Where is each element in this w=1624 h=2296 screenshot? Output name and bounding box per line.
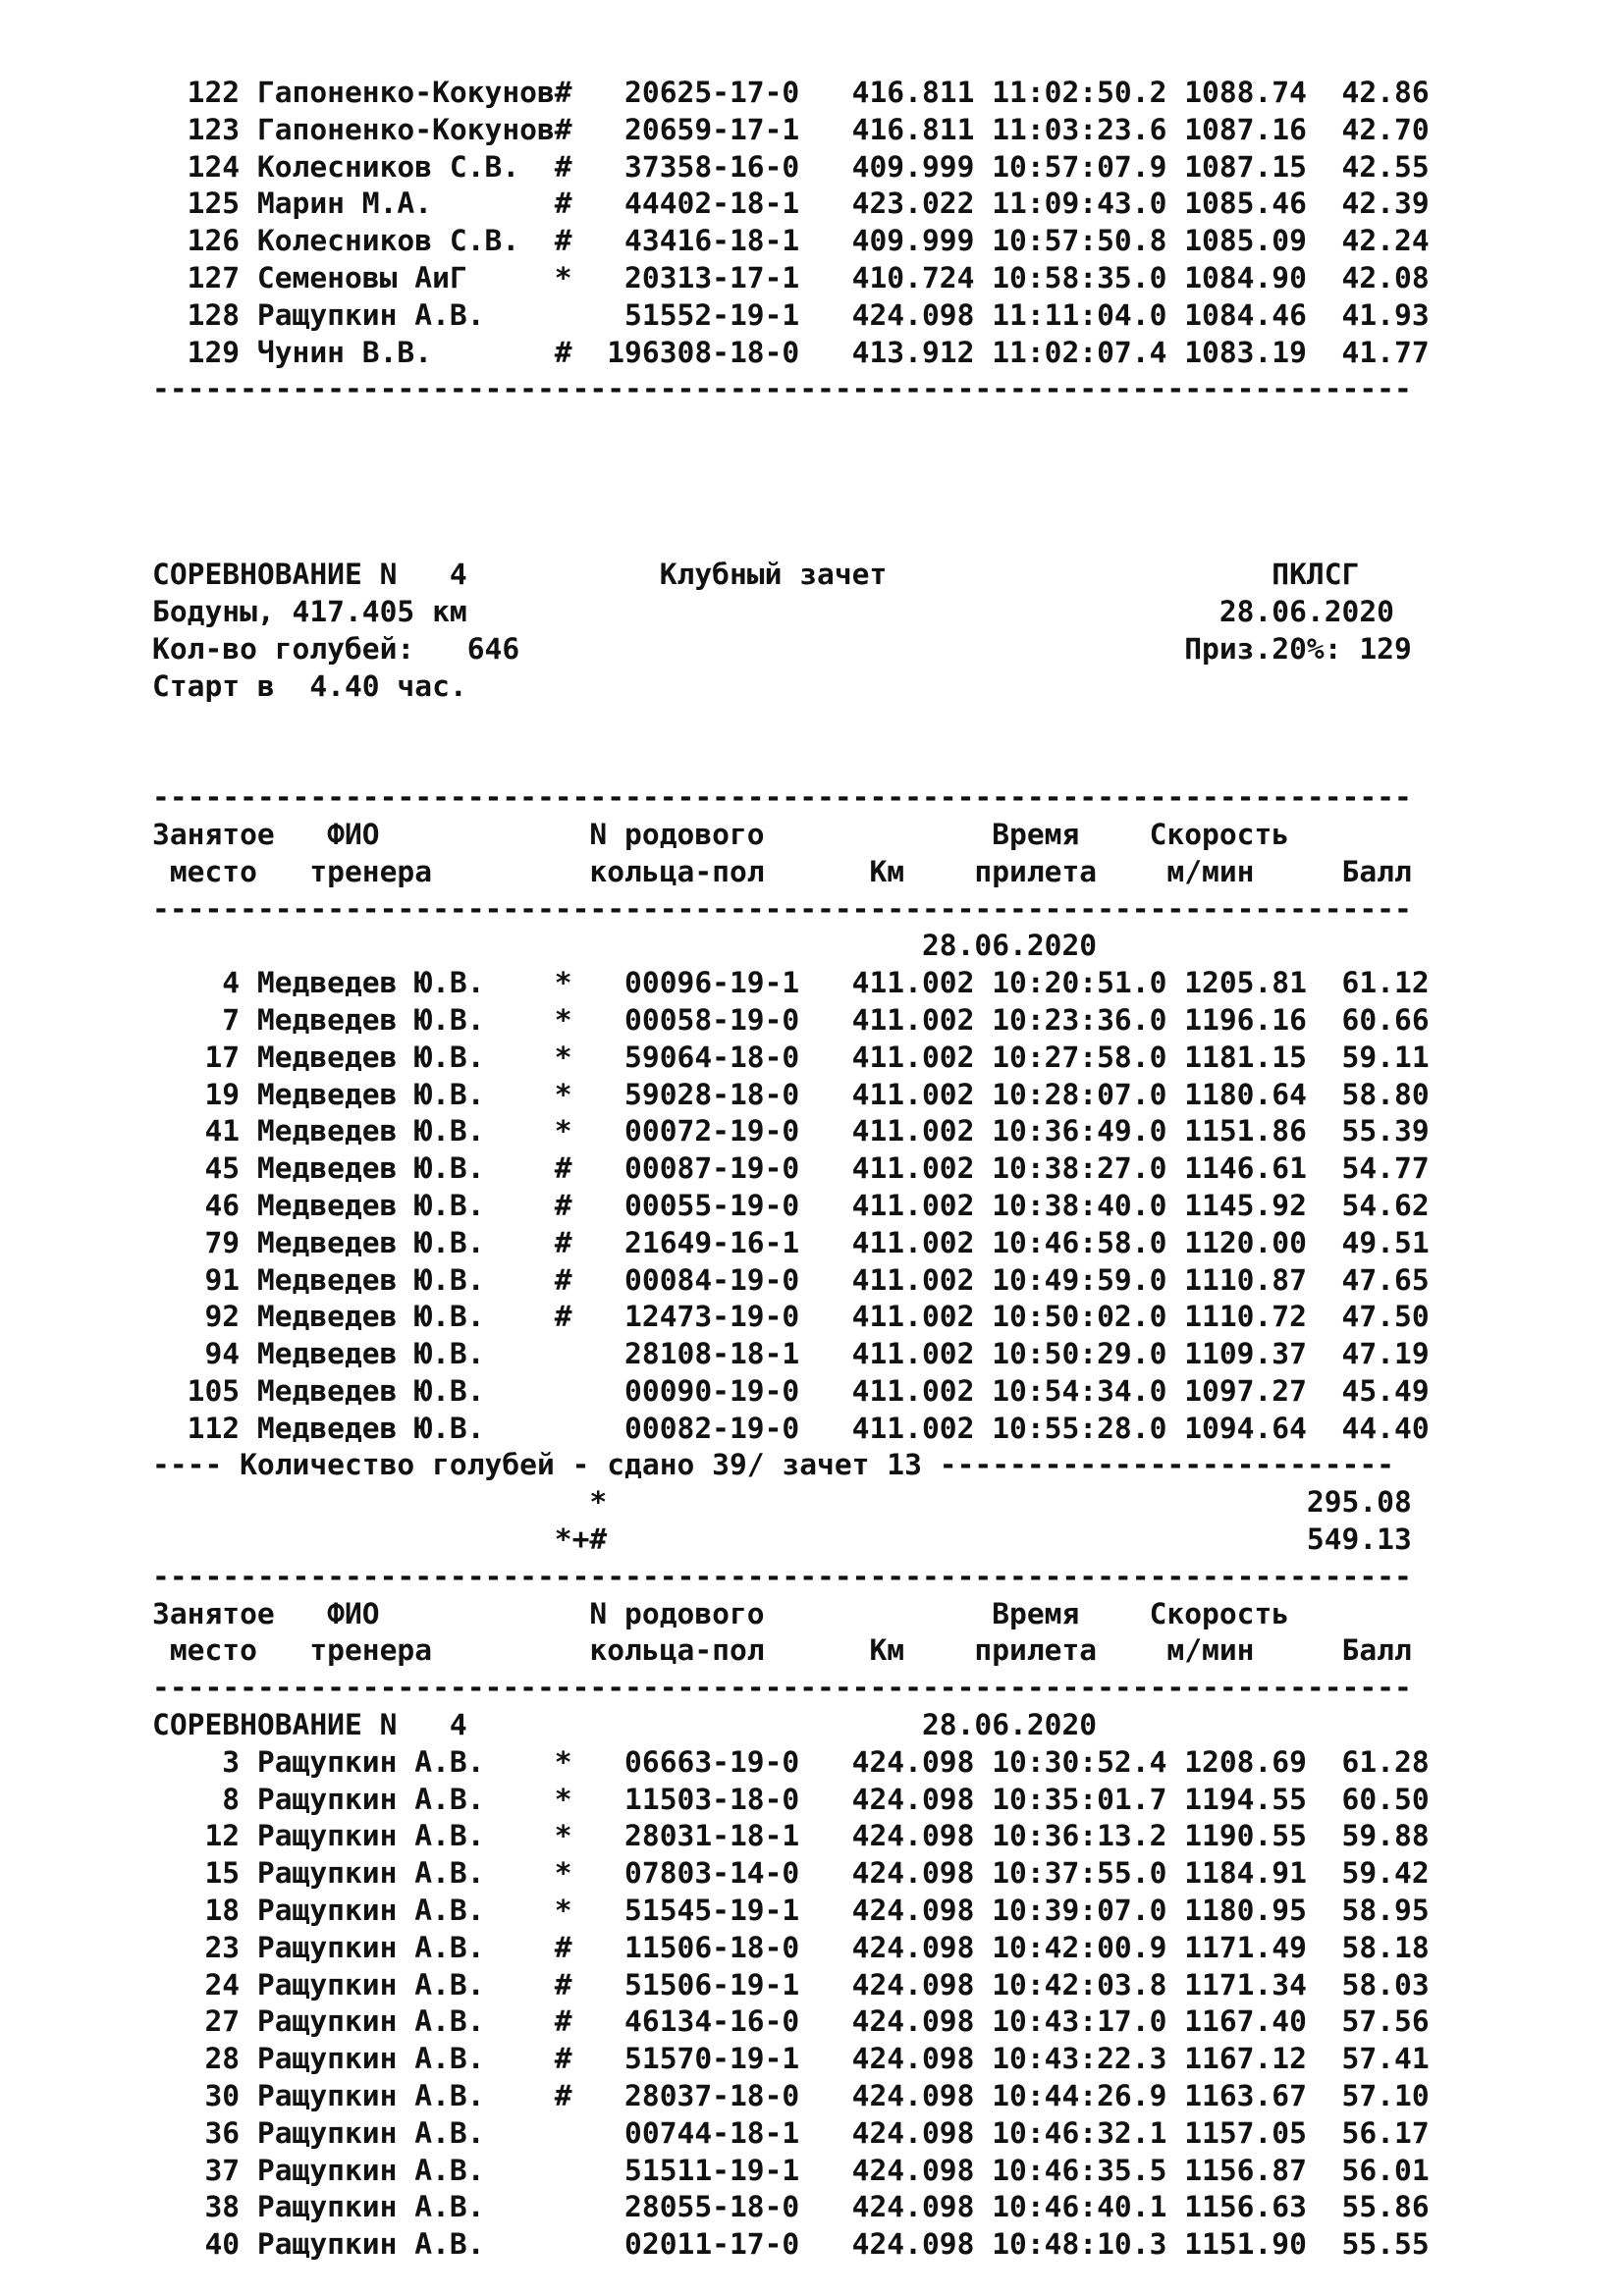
spacer xyxy=(152,408,1586,446)
column-headers-line-1: Занятое ФИО N родового Время Скорость xyxy=(152,1596,1290,1630)
result-row: 18 Ращупкин А.В. * 51545-19-1 424.098 10:39:07.0 1180.95 58.95 xyxy=(152,1894,1430,1928)
dash-divider: ------------------------------------------------------------------------ xyxy=(152,1671,1412,1705)
spacer xyxy=(152,483,1586,520)
dash-divider: ------------------------------------------------------------------------ xyxy=(152,780,1412,815)
result-row: 37 Ращупкин А.В. 51511-19-1 424.098 10:46:35.5 1156.87 56.01 xyxy=(152,2153,1430,2187)
total-all: *+# 549.13 xyxy=(152,1522,1412,1557)
result-row: 122 Гапоненко-Кокунов# 20625-17-0 416.811 11:02:50.2 1088.74 42.86 xyxy=(152,76,1430,109)
result-row: 23 Ращупкин А.В. # 11506-18-0 424.098 10:42:00.9 1171.49 58.18 xyxy=(152,1930,1430,1964)
result-row: 19 Медведев Ю.В. * 59028-18-0 411.002 10:28:07.0 1180.64 58.80 xyxy=(152,1077,1430,1111)
result-row: 15 Ращупкин А.В. * 07803-14-0 424.098 10:37:55.0 1184.91 59.42 xyxy=(152,1856,1430,1891)
section-summary: ---- Количество голубей - сдано 39/ зачет 13 -------------------------- xyxy=(152,1448,1395,1482)
result-row: 3 Ращупкин А.В. * 06663-19-0 424.098 10:30:52.4 1208.69 61.28 xyxy=(152,1744,1430,1779)
result-row: 8 Ращупкин А.В. * 11503-18-0 424.098 10:35:01.7 1194.55 60.50 xyxy=(152,1782,1430,1816)
result-row: 7 Медведев Ю.В. * 00058-19-0 411.002 10:23:36.0 1196.16 60.66 xyxy=(152,1002,1430,1037)
dash-divider: ------------------------------------------------------------------------ xyxy=(152,891,1412,926)
result-row: 30 Ращупкин А.В. # 28037-18-0 424.098 10:44:26.9 1163.67 57.10 xyxy=(152,2079,1430,2113)
competition-count-line: Кол-во голубей: 646 Приз.20%: 129 xyxy=(152,631,1412,666)
result-row: 45 Медведев Ю.В. # 00087-19-0 411.002 10:38:27.0 1146.61 54.77 xyxy=(152,1151,1430,1186)
previous-results-block xyxy=(152,75,1586,408)
result-row: 36 Ращупкин А.В. 00744-18-1 424.098 10:46:32.1 1157.05 56.17 xyxy=(152,2115,1430,2150)
section-date: 28.06.2020 xyxy=(152,929,1098,963)
section-competition-date: СОРЕВНОВАНИЕ N 4 28.06.2020 xyxy=(152,1708,1098,1742)
result-row: 126 Колесников С.В. # 43416-18-1 409.999 10:57:50.8 1085.09 42.24 xyxy=(152,224,1430,258)
result-row: 24 Ращупкин А.В. # 51506-19-1 424.098 10:42:03.8 1171.34 58.03 xyxy=(152,1967,1430,2002)
result-row: 41 Медведев Ю.В. * 00072-19-0 411.002 10:36:49.0 1151.86 55.39 xyxy=(152,1114,1430,1148)
result-row: 127 Семеновы АиГ * 20313-17-1 410.724 10:58:35.0 1084.90 42.08 xyxy=(152,260,1430,294)
result-row: 129 Чунин В.В. # 196308-18-0 413.912 11:02:07.4 1083.19 41.77 xyxy=(152,335,1430,369)
result-row: 91 Медведев Ю.В. # 00084-19-0 411.002 10:49:59.0 1110.87 47.65 xyxy=(152,1262,1430,1297)
competition-start-line: Старт в 4.40 час. xyxy=(152,668,467,703)
table-header xyxy=(152,1559,1586,1707)
result-row: 40 Ращупкин А.В. 02011-17-0 424.098 10:48:10.3 1151.90 55.55 xyxy=(152,2227,1430,2262)
result-row: 27 Ращупкин А.В. # 46134-16-0 424.098 10:43:17.0 1167.40 57.56 xyxy=(152,2004,1430,2039)
competition-header xyxy=(152,557,1586,705)
result-row: 79 Медведев Ю.В. # 21649-16-1 411.002 10:46:58.0 1120.00 49.51 xyxy=(152,1225,1430,1259)
results-document xyxy=(152,75,1586,2264)
dash-divider: ------------------------------------------------------------------------ xyxy=(152,372,1412,406)
result-row: 128 Ращупкин А.В. 51552-19-1 424.098 11:11:04.0 1084.46 41.93 xyxy=(152,297,1430,332)
result-row: 12 Ращупкин А.В. * 28031-18-1 424.098 10:36:13.2 1190.55 59.88 xyxy=(152,1819,1430,1853)
result-row: 123 Гапоненко-Кокунов# 20659-17-1 416.811 11:03:23.6 1087.16 42.70 xyxy=(152,112,1430,146)
result-row: 125 Марин М.А. # 44402-18-1 423.022 11:09:43.0 1085.46 42.39 xyxy=(152,187,1430,221)
spacer xyxy=(152,446,1586,483)
result-row: 38 Ращупкин А.В. 28055-18-0 424.098 10:46:40.1 1156.63 55.86 xyxy=(152,2190,1430,2224)
competition-title-line: СОРЕВНОВАНИЕ N 4 Клубный зачет ПКЛСГ xyxy=(152,558,1360,592)
result-row: 92 Медведев Ю.В. # 12473-19-0 411.002 10:50:02.0 1110.72 47.50 xyxy=(152,1300,1430,1334)
result-row: 105 Медведев Ю.В. 00090-19-0 411.002 10:54:34.0 1097.27 45.49 xyxy=(152,1373,1430,1408)
competition-location-line: Бодуны, 417.405 км 28.06.2020 xyxy=(152,595,1395,629)
column-headers-line-1: Занятое ФИО N родового Время Скорость xyxy=(152,817,1290,851)
result-row: 4 Медведев Ю.В. * 00096-19-1 411.002 10:20:51.0 1205.81 61.12 xyxy=(152,966,1430,1000)
result-row: 124 Колесников С.В. # 37358-16-0 409.999 10:57:07.9 1087.15 42.55 xyxy=(152,149,1430,184)
result-row: 46 Медведев Ю.В. # 00055-19-0 411.002 10:38:40.0 1145.92 54.62 xyxy=(152,1188,1430,1222)
spacer xyxy=(152,520,1586,558)
spacer xyxy=(152,706,1586,743)
result-row: 112 Медведев Ю.В. 00082-19-0 411.002 10:55:28.0 1094.64 44.40 xyxy=(152,1411,1430,1445)
section-rashchupkin xyxy=(152,1707,1586,2264)
total-star: * 295.08 xyxy=(152,1485,1412,1520)
column-headers-line-2: место тренера кольца-пол Км прилета м/мин Балл xyxy=(152,1633,1412,1668)
result-row: 94 Медведев Ю.В. 28108-18-1 411.002 10:50:29.0 1109.37 47.19 xyxy=(152,1337,1430,1371)
dash-divider: ------------------------------------------------------------------------ xyxy=(152,1559,1412,1593)
result-row: 28 Ращупкин А.В. # 51570-19-1 424.098 10:43:22.3 1167.12 57.41 xyxy=(152,2042,1430,2076)
section-medvedev xyxy=(152,928,1586,1559)
table-header xyxy=(152,779,1586,928)
result-row: 17 Медведев Ю.В. * 59064-18-0 411.002 10:27:58.0 1181.15 59.11 xyxy=(152,1040,1430,1074)
column-headers-line-2: место тренера кольца-пол Км прилета м/мин Балл xyxy=(152,854,1412,888)
spacer xyxy=(152,742,1586,779)
